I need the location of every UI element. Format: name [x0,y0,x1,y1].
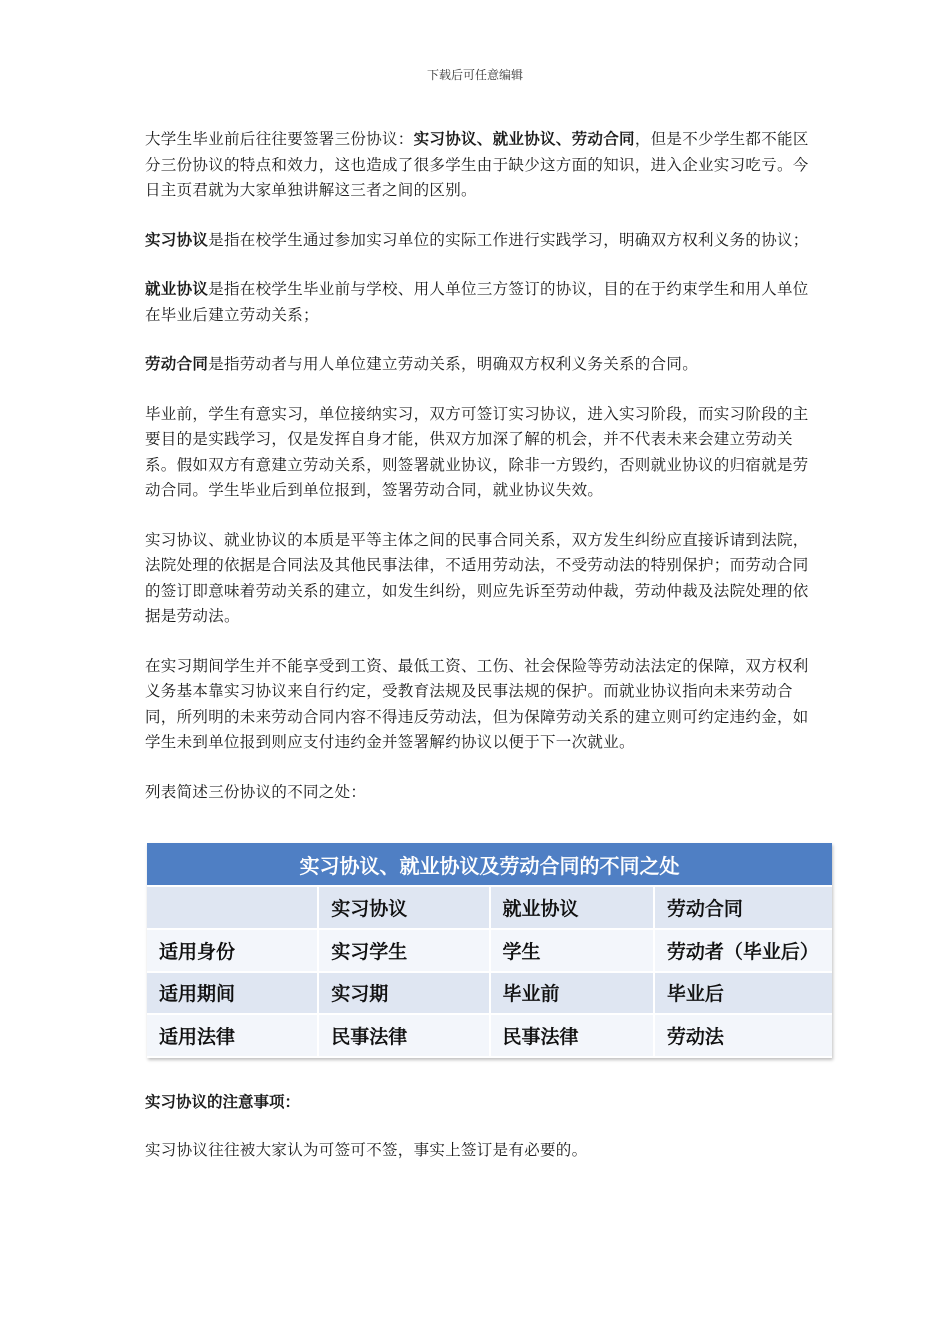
definition-term: 劳动合同 [145,355,209,373]
definition-labor-contract [145,352,815,378]
table-title: 实习协议、就业协议及劳动合同的不同之处 [147,843,832,886]
table-intro-paragraph: 列表简述三份协议的不同之处： [145,782,367,801]
table-header-cell: 就业协议 [490,886,654,929]
body-paragraph: 在实习期间学生并不能享受到工资、最低工资、工伤、社会保险等劳动法法定的保障，双方权利义务基本靠实习协议来自行约定，受教育法规及民事法规的保护。而就业协议指向未来劳动合同，所列明的未来劳动合同内容不得违反劳动法，但为保障劳动关系的建立则可约定违约金，如学生未到单位报到则应支付违约金并签署解约协议以便于下一次就业。 [145,656,809,751]
table-header-row [147,886,832,929]
table-cell: 民事法律 [490,1014,654,1057]
table-cell: 适用期间 [147,972,318,1015]
page-header: 下载后可任意编辑 [426,68,523,82]
table-cell: 实习期 [318,972,489,1015]
table-row [147,1014,832,1057]
table-row [147,929,832,972]
table-cell: 毕业前 [490,972,654,1015]
intro-paragraph [145,127,815,204]
intro-suffix: ，但是不少学生都不能区分三份协议的特点和效力，这也造成了很多学生由于缺少这方面的知识，进入企业实习吃亏。今日主页君就为大家单独讲解这三者之间的区别。 [145,130,809,199]
section-title: 实习协议的注意事项： [145,1093,301,1111]
section-text: 实习协议往往被大家认为可签可不签，事实上签订是有必要的。 [145,1141,588,1159]
table-cell: 学生 [490,929,654,972]
table-row [147,972,832,1015]
definition-employment [145,277,815,328]
definition-text: 是指劳动者与用人单位建立劳动关系，明确双方权利义务关系的合同。 [208,355,699,373]
table-cell: 适用法律 [147,1014,318,1057]
table-cell: 适用身份 [147,929,318,972]
table-cell: 劳动者（毕业后） [654,929,832,972]
definition-term: 就业协议 [145,280,209,298]
comparison-table [147,843,832,1058]
table-header-cell: 劳动合同 [654,886,832,929]
definition-internship [145,228,815,254]
table-header-cell [147,886,318,929]
body-paragraph: 实习协议、就业协议的本质是平等主体之间的民事合同关系，双方发生纠纷应直接诉请到法院，法院处理的依据是合同法及其他民事法律，不适用劳动法，不受劳动法的特别保护；而劳动合同的签订即意味着劳动关系的建立，如发生纠纷，则应先诉至劳动仲裁，劳动仲裁及法院处理的依据是劳动法。 [145,530,809,625]
document-body [145,127,815,829]
definition-term: 实习协议 [145,230,209,249]
table-cell: 民事法律 [318,1014,489,1057]
definition-text: 是指在校学生毕业前与学校、用人单位三方签订的协议，目的在于约束学生和用人单位在毕业后建立劳动关系； [145,280,809,324]
table-cell: 劳动法 [654,1014,832,1057]
table-cell: 实习学生 [318,929,489,972]
comparison-table-image [147,843,832,1058]
body-paragraph: 毕业前，学生有意实习，单位接纳实习，双方可签订实习协议，进入实习阶段，而实习阶段的主要目的是实践学习，仅是发挥自身才能，供双方加深了解的机会，并不代表未来会建立劳动关系。假如双方有意建立劳动关系，则签署就业协议，除非一方毁约，否则就业协议的归宿就是劳动合同。学生毕业后到单位报到，签署劳动合同，就业协议失效。 [145,404,809,499]
table-cell: 毕业后 [654,972,832,1015]
table-header-cell: 实习协议 [318,886,489,929]
intro-bold: 实习协议、就业协议、劳动合同 [413,130,635,148]
intro-prefix: 大学生毕业前后往往要签署三份协议： [145,130,414,148]
definition-text: 是指在校学生通过参加实习单位的实际工作进行实践学习，明确双方权利义务的协议； [208,230,809,249]
